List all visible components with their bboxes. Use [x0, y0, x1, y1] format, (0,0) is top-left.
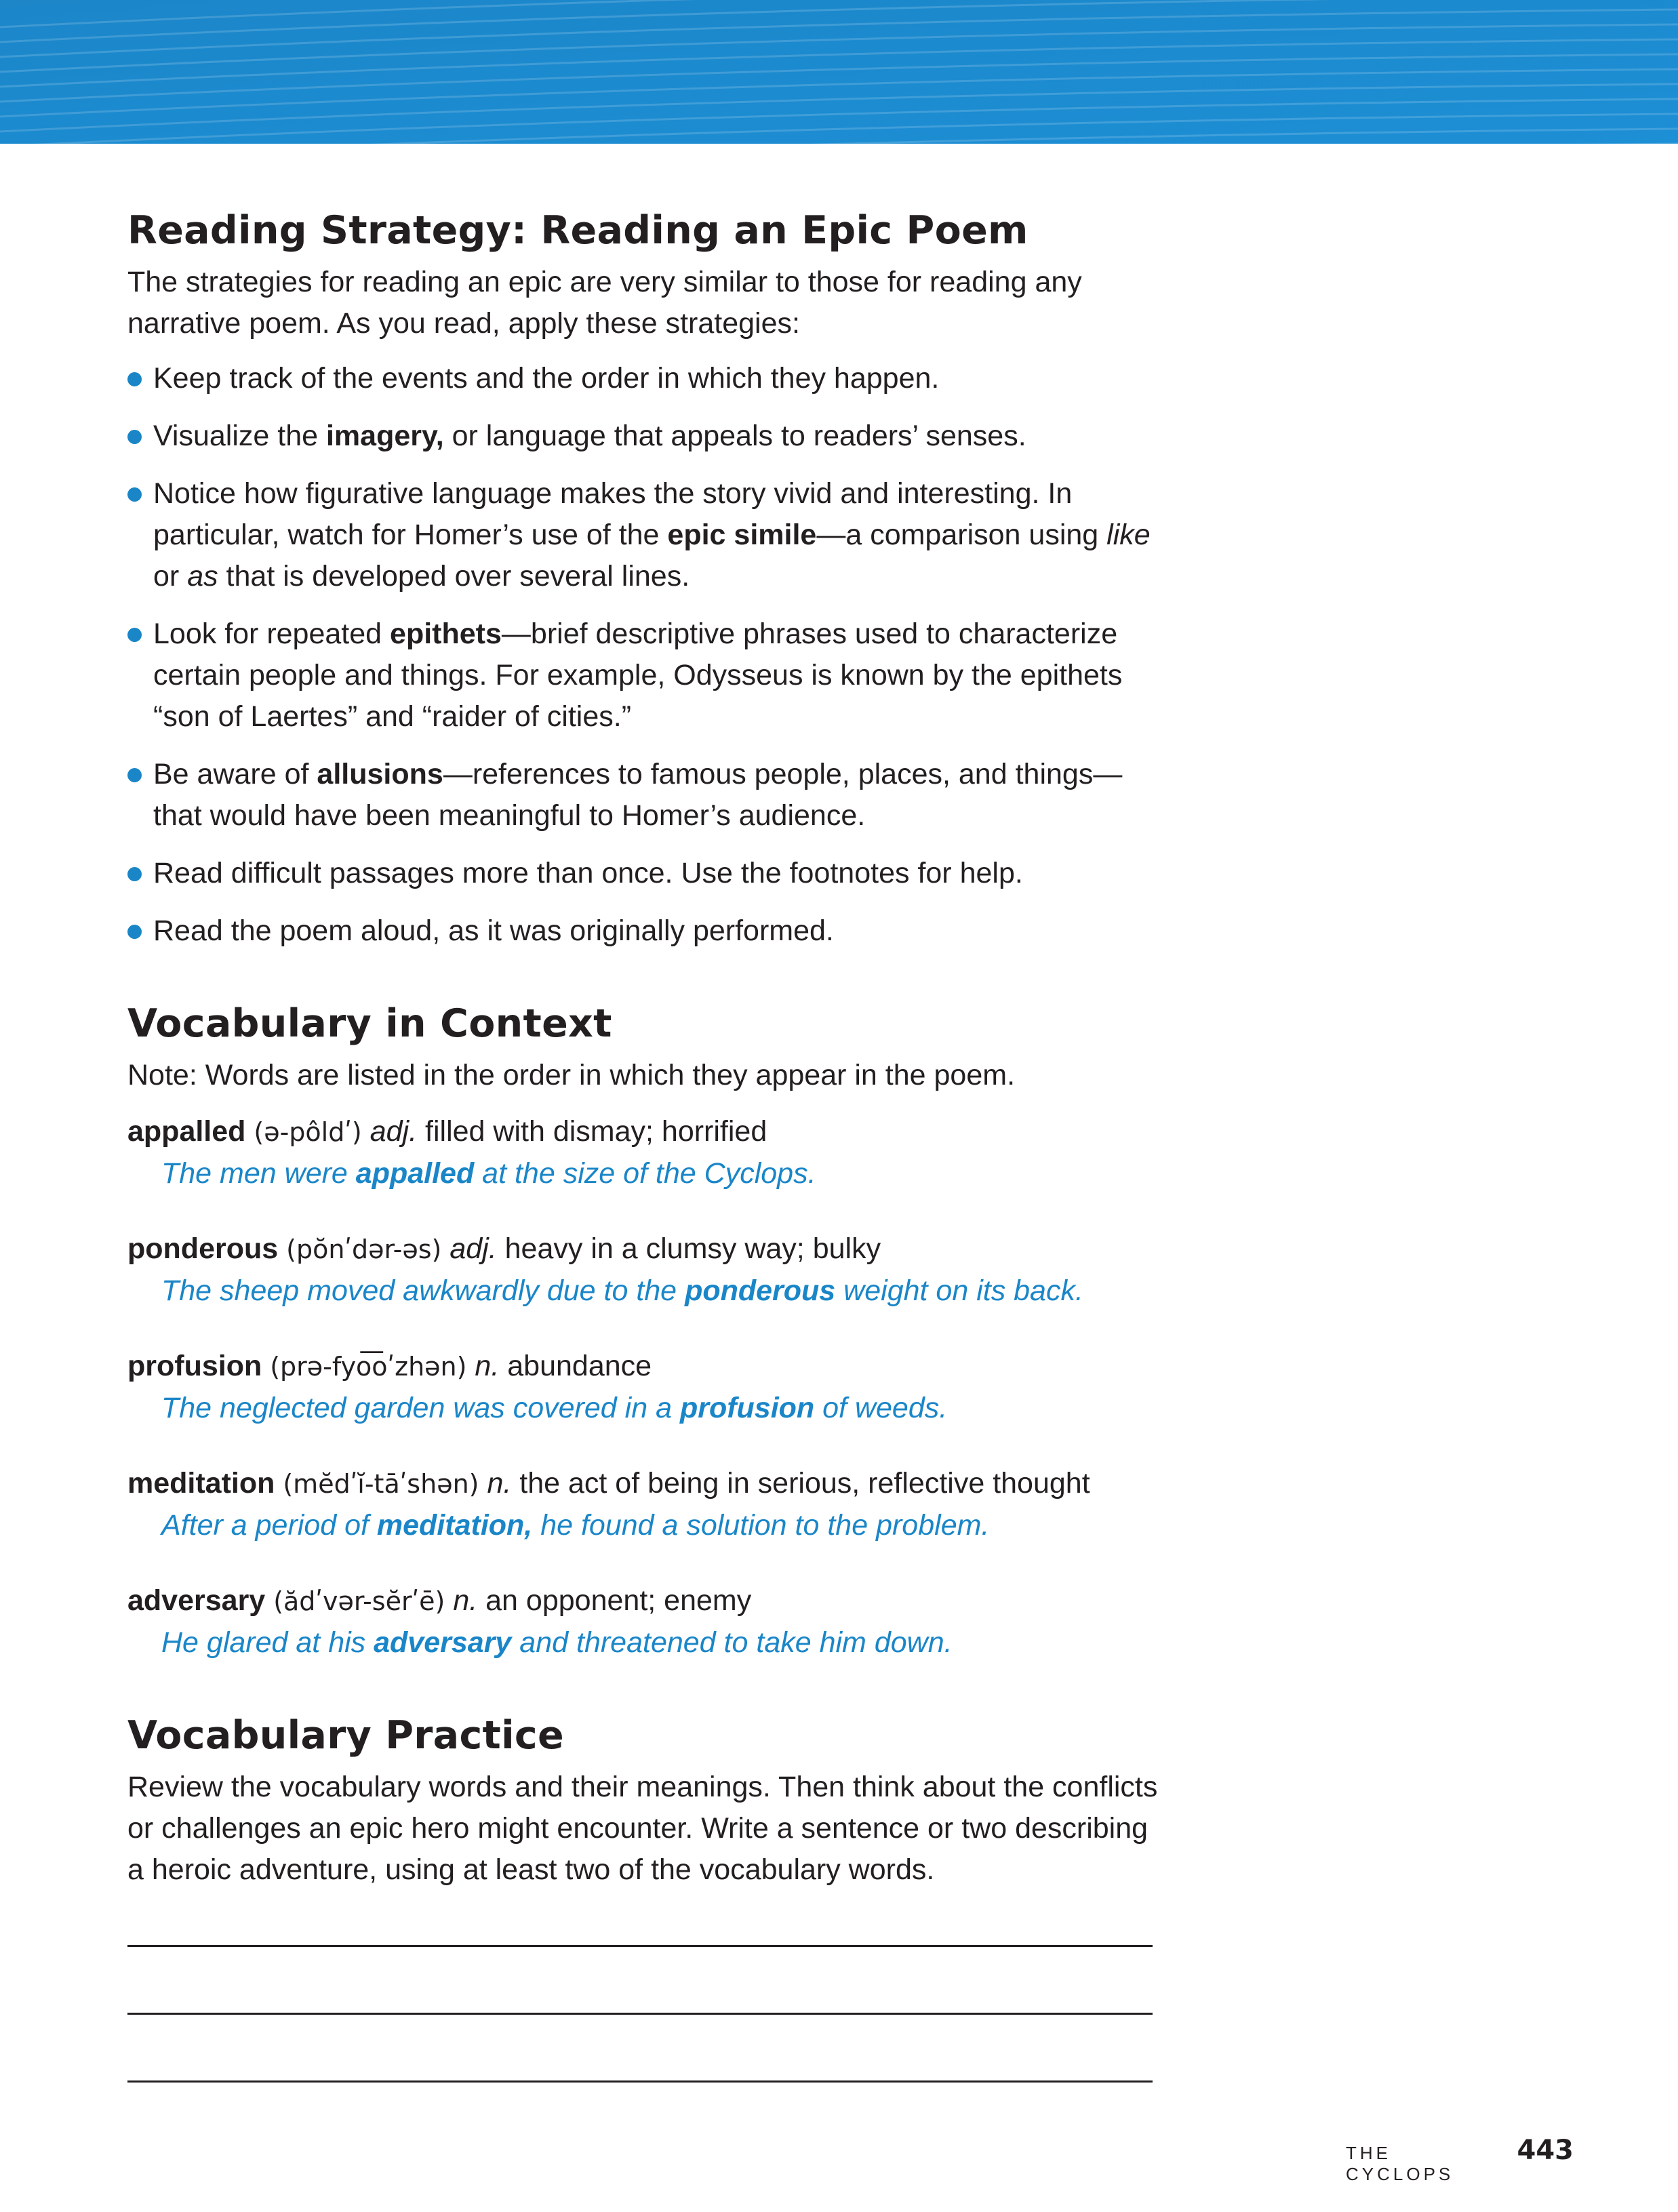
- reading-strategy-intro: The strategies for reading an epic are very similar to those for reading any narrative poem. As you read, apply these strategies:: [127, 266, 1082, 340]
- vocab-entry: [127, 1580, 1158, 1664]
- answer-line[interactable]: [127, 2013, 1153, 2015]
- strategy-item: Look for repeated epithets—brief descriptive phrases used to characterize certain people and things. For example, Odysseus is known by the epithets “son of Laertes” and “raider of cities.”: [127, 614, 1158, 738]
- strategy-item: Visualize the imagery, or language that appeals to readers’ senses.: [127, 416, 1158, 457]
- part-of-speech: n.: [487, 1467, 512, 1500]
- strategy-item: Keep track of the events and the order in which they happen.: [127, 358, 1158, 399]
- pronunciation: (ə-pôldʹ): [254, 1117, 362, 1147]
- term-epic-simile: epic simile: [667, 519, 817, 551]
- example-sentence: The men were appalled at the size of the Cyclops.: [161, 1157, 816, 1190]
- pronunciation: (pŏnʹdər-əs): [286, 1234, 442, 1264]
- example-sentence: He glared at his adversary and threatened to take him down.: [161, 1626, 953, 1659]
- part-of-speech: n.: [453, 1584, 478, 1617]
- vocabulary-context-section: [127, 997, 1158, 1664]
- term-imagery: imagery,: [325, 420, 444, 452]
- strategy-list: [127, 358, 1158, 952]
- reading-strategy-heading: Reading Strategy: Reading an Epic Poem: [127, 208, 1028, 253]
- vocab-entry: [127, 1111, 1158, 1194]
- answer-line[interactable]: [127, 1945, 1153, 1947]
- header-banner: [0, 0, 1678, 144]
- vocab-word: appalled: [127, 1115, 246, 1148]
- bullet-icon: [127, 372, 142, 386]
- pronunciation: (prə-fyo͞oʹzhən): [270, 1352, 467, 1382]
- example-sentence: The sheep moved awkwardly due to the ponderous weight on its back.: [161, 1274, 1083, 1307]
- bullet-icon: [127, 768, 142, 782]
- bullet-icon: [127, 867, 142, 881]
- bullet-icon: [127, 628, 142, 642]
- vocabulary-context-heading: Vocabulary in Context: [127, 1001, 612, 1046]
- pronunciation: (ădʹvər-sĕrʹē): [273, 1586, 445, 1616]
- reading-strategy-section: [127, 203, 1158, 952]
- example-sentence: The neglected garden was covered in a profusion of weeds.: [161, 1392, 948, 1424]
- vocabulary-practice-heading: Vocabulary Practice: [127, 1713, 564, 1758]
- strategy-item: Notice how figurative language makes the story vivid and interesting. In particular, watch for Homer’s use of the epic simile—a comparison using like or as that is developed over several lines.: [127, 473, 1158, 597]
- vocab-word: ponderous: [127, 1232, 279, 1265]
- part-of-speech: adj.: [369, 1115, 418, 1148]
- definition: the act of being in serious, reflective thought: [519, 1467, 1090, 1500]
- practice-instructions: Review the vocabulary words and their meanings. Then think about the conflicts or challenges an epic hero might encounter. Write a sentence or two describing a heroic adventure, using at least two of the vocabulary words.: [127, 1771, 1158, 1886]
- definition: abundance: [507, 1350, 652, 1382]
- answer-line[interactable]: [127, 2080, 1153, 2083]
- part-of-speech: n.: [475, 1350, 500, 1382]
- vocabulary-practice-section: [127, 1708, 1158, 2083]
- vocab-entry: [127, 1228, 1158, 1312]
- term-allusions: allusions: [317, 758, 443, 790]
- vocab-word: meditation: [127, 1467, 275, 1500]
- strategy-item: Be aware of allusions—references to famous people, places, and things—that would have been meaningful to Homer’s audience.: [127, 754, 1158, 837]
- main-content: [127, 203, 1158, 2083]
- bullet-icon: [127, 925, 142, 939]
- vocab-word: profusion: [127, 1350, 262, 1382]
- vocab-entry: [127, 1346, 1158, 1429]
- vocab-word: adversary: [127, 1584, 266, 1617]
- pronunciation: (mĕdʹĭ-tāʹshən): [283, 1469, 479, 1499]
- strategy-item: Read difficult passages more than once. Use the footnotes for help.: [127, 853, 1158, 894]
- bullet-icon: [127, 487, 142, 502]
- vocab-entry: [127, 1463, 1158, 1546]
- page-footer: [1346, 2135, 1574, 2185]
- strategy-item: Read the poem aloud, as it was originally performed.: [127, 910, 1158, 952]
- page-number: 443: [1517, 2135, 1574, 2166]
- definition: an opponent; enemy: [485, 1584, 752, 1617]
- definition: filled with dismay; horrified: [425, 1115, 767, 1148]
- example-sentence: After a period of meditation, he found a solution to the problem.: [161, 1509, 990, 1542]
- definition: heavy in a clumsy way; bulky: [504, 1232, 881, 1265]
- term-epithets: epithets: [390, 618, 502, 650]
- part-of-speech: adj.: [450, 1232, 497, 1265]
- running-title: THE CYCLOPS: [1346, 2143, 1454, 2184]
- bullet-icon: [127, 430, 142, 444]
- vocabulary-note: Note: Words are listed in the order in which they appear in the poem.: [127, 1059, 1016, 1091]
